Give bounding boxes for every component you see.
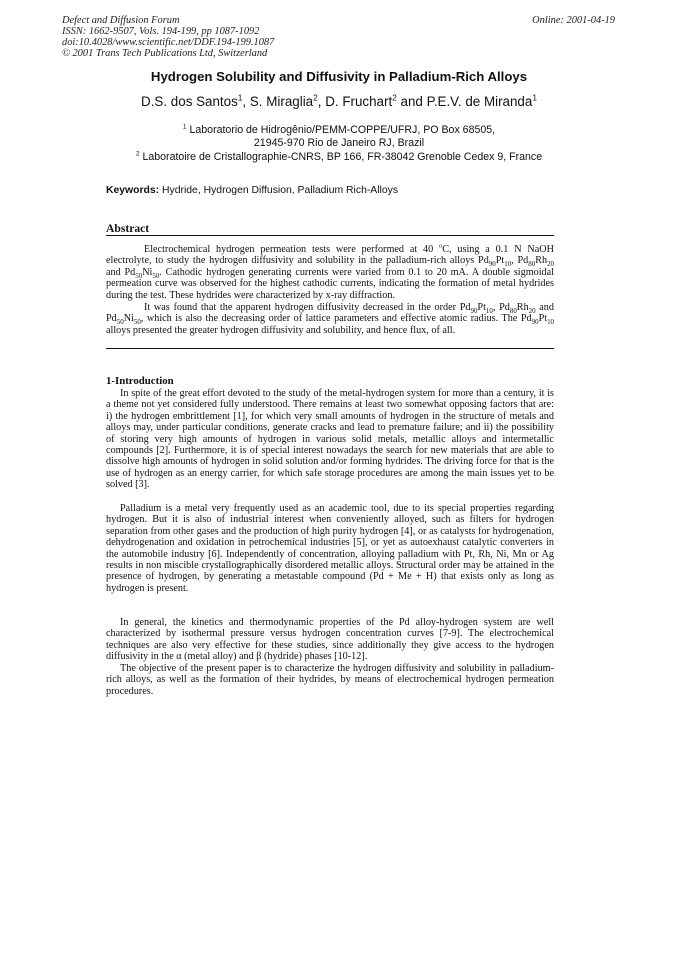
introduction-paragraph-2: Palladium is a metal very frequently used as an academic tool, due to its special properties regarding hydrogen. But it is also of industrial interest when conveniently alloyed, such as filters for hydrogen separation from other gases and the production of high purity hydrogen [4], or as catalysts for hydrogenation, dehydrogenation and oxidation in petrochemical industries [5], or yet as autoexhaust catalytic converters in the automobile industry [6]. Independently of concentration, alloying palladium with Pt, Rh, Ni, Mn or Ag results in non miscible crystallographically disordered metallic alloys. Structural order may be attained in the presence of hydrogen, by generating a metastable compound (Pd + Me + H) that exists only as long as hydrogen is present. bbox=[106, 503, 554, 594]
issn-line: ISSN: 1662-9507, Vols. 194-199, pp 1087-1092 bbox=[62, 26, 260, 37]
affiliation-1-line2: 21945-970 Rio de Janeiro RJ, Brazil bbox=[253, 137, 425, 149]
author-list: D.S. dos Santos$^1$, S. Miraglia$^2$, D. Fruchart$^2$ and P.E.V. de Miranda$^1$ bbox=[141, 92, 537, 109]
keywords-label: Keywords: bbox=[106, 185, 160, 196]
introduction-heading: 1-Introduction bbox=[106, 375, 174, 387]
affiliation-2-line1: Laboratoire de Cristallographie-CNRS, BP 166, FR-38042 Grenoble Cedex 9, France bbox=[142, 151, 543, 163]
introduction-paragraph-3: In general, the kinetics and thermodynamic properties of the Pd alloy-hydrogen system are well characterized by isothermal pressure versus hydrogen concentration curves [7-9]. The electrochemical techniques are also very effective for these studies, since additionally they give access to the hydrogen diffusivity in the α (metal alloy) and β (hydride) phases [10-12]. bbox=[106, 617, 554, 663]
affiliation-1 bbox=[0, 124, 678, 150]
copyright-line: © 2001 Trans Tech Publications Ltd, Switzerland bbox=[62, 48, 268, 59]
doi-line: doi:10.4028/www.scientific.net/DDF.194-199.1087 bbox=[62, 37, 275, 48]
abstract-paragraph-2: It was found that the apparent hydrogen diffusivity decreased in the order $Pd_{90}Pt_{10}$, $Pd_{80}Rh_{20}$ and $Pd_{50}Ni_{50}$, which is also the decreasing order of lattice parameters and effective atomic radius. The $Pd_{90}Pt_{10}$ alloys presented the greater hydrogen diffusivity and solubility, and hence flux, of all. bbox=[106, 302, 554, 336]
keywords-text: Hydride, Hydrogen Diffusion, Palladium Rich-Alloys bbox=[162, 185, 399, 196]
affiliation-2 bbox=[0, 151, 678, 164]
author-affiliation-marker: 1 bbox=[532, 92, 537, 103]
author-name: D.S. dos Santos bbox=[141, 94, 238, 109]
abstract-bottom-rule bbox=[106, 348, 554, 349]
author-name: D. Fruchart bbox=[325, 94, 393, 109]
author-name: S. Miraglia bbox=[249, 94, 314, 109]
affiliation-1-marker: 1 bbox=[182, 123, 187, 131]
affiliation-2-marker: 2 bbox=[135, 150, 140, 158]
abstract-top-rule bbox=[106, 235, 554, 236]
author-affiliation-marker: 1 bbox=[237, 92, 243, 103]
author-name: P.E.V. de Miranda bbox=[426, 94, 533, 109]
author-affiliation-marker: 2 bbox=[392, 92, 397, 103]
journal-name: Defect and Diffusion Forum bbox=[62, 15, 180, 26]
affiliation-1-line1: Laboratorio de Hidrogênio/PEMM-COPPE/UFRJ, PO Box 68505, bbox=[189, 124, 496, 136]
keywords bbox=[106, 185, 398, 196]
abstract-paragraph-1: Electrochemical hydrogen permeation tests were performed at 40 $^o$C, using a 0.1 N NaOH electrolyte, to study the hydrogen diffusivity and solubility in the palladium-rich alloys $Pd_{90}Pt_{10}$, $Pd_{80}Rh_{20}$ and $Pd_{50}Ni_{50}$. Cathodic hydrogen generating currents were varied from 0.1 to 20 mA. A double sigmoidal permeation curve was observed for the highest cathodic currents, indicating the formation of metal hydrides during the test. These hydrides were characterized by x-ray diffraction. bbox=[106, 242, 555, 301]
author-affiliation-marker: 2 bbox=[313, 92, 318, 103]
paper-title: Hydrogen Solubility and Diffusivity in Palladium-Rich Alloys bbox=[150, 69, 528, 84]
journal-header bbox=[62, 15, 274, 59]
online-date: Online: 2001-04-19 bbox=[532, 15, 615, 26]
introduction-paragraph-1: In spite of the great effort devoted to the study of the metal-hydrogen system for more than a century, it is a theme not yet considered fully understood. There remains at least two somewhat opposing factors that are: i) the hydrogen embrittlement [1], for which very small amounts of hydrogen in the structure of metals and alloys may, under particular conditions, generate cracks and lead to premature failure; and ii) the possibility of storing very high amounts of hydrogen in various solid metals, metallic alloys and intermetallic compounds [2]. Furthermore, it is of special interest nowadays the search for new materials that are able to dissolve high amounts of hydrogen in solid solution and/or forming hydrides. The driving force for that is the use of hydrogen as an energy carrier, for which safe storage procedures are among the main issues yet to be solved [3]. bbox=[106, 388, 554, 491]
abstract-heading: Abstract bbox=[106, 222, 150, 235]
introduction-paragraph-4: The objective of the present paper is to characterize the hydrogen diffusivity and solubility in palladium-rich alloys, as well as the formation of their hydrides, by means of electrochemical hydrogen permeation procedures. bbox=[106, 663, 554, 697]
